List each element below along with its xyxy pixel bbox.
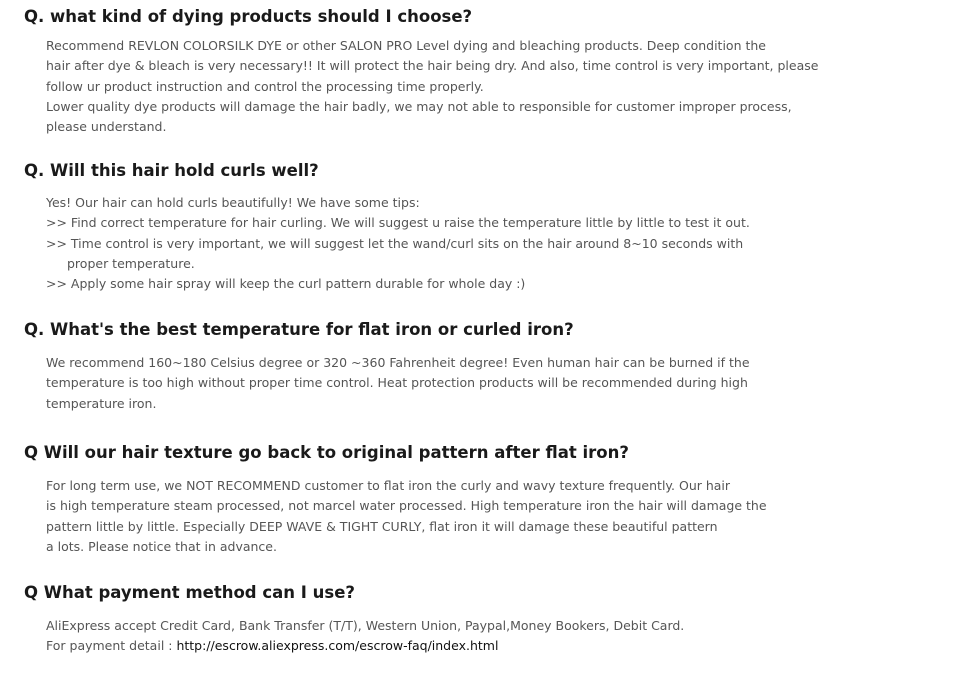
- answer-text: [24, 193, 924, 294]
- answer-line: AliExpress accept Credit Card, Bank Transfer (T/T), Western Union, Paypal,Money Bookers, Debit Card.: [46, 618, 685, 633]
- question-title: Q Will our hair texture go back to original pattern after flat iron?: [24, 443, 629, 462]
- answer-line: Yes! Our hair can hold curls beautifully! We have some tips:: [46, 195, 420, 210]
- faq-item-dye-products: [24, 6, 924, 137]
- answer-text: [24, 616, 924, 657]
- answer-line: follow ur product instruction and control the processing time properly.: [46, 78, 484, 94]
- answer-line: We recommend 160~180 Celsius degree or 320 ~360 Fahrenheit degree! Even human hair can be burned if the: [46, 355, 750, 370]
- answer-text: [24, 476, 924, 557]
- tip-line: >> Time control is very important, we will suggest let the wand/curl sits on the hair around 8~10 seconds with: [46, 235, 744, 251]
- answer-line: please understand.: [46, 119, 167, 135]
- answer-line: pattern little by little. Especially DEEP WAVE & TIGHT CURLY, flat iron it will damage these beautiful pattern: [46, 518, 718, 534]
- tip-line: >> Apply some hair spray will keep the curl pattern durable for whole day :): [46, 276, 526, 292]
- answer-line: Lower quality dye products will damage the hair badly, we may not able to responsible for customer improper process,: [46, 98, 792, 114]
- answer-line: For long term use, we NOT RECOMMEND customer to flat iron the curly and wavy texture frequently. Our hair: [46, 478, 731, 493]
- question-title: Q What payment method can I use?: [24, 583, 355, 602]
- answer-text: [24, 36, 924, 137]
- answer-line: temperature is too high without proper time control. Heat protection products will be recommended during high: [46, 375, 748, 391]
- answer-line: Recommend REVLON COLORSILK DYE or other SALON PRO Level dying and bleaching products. Deep condition the: [46, 38, 766, 53]
- question-title: Q. What's the best temperature for flat iron or curled iron?: [24, 320, 574, 339]
- faq-item-payment: [24, 582, 924, 657]
- answer-line: is high temperature steam processed, not marcel water processed. High temperature iron the hair will damage the: [46, 498, 767, 514]
- tip-line-continued: proper temperature.: [67, 255, 195, 271]
- payment-detail-label: For payment detail :: [46, 638, 177, 654]
- payment-detail-line: [46, 636, 924, 656]
- answer-text: [24, 353, 924, 414]
- question-title: Q. Will this hair hold curls well?: [24, 161, 319, 180]
- payment-detail-link[interactable]: http://escrow.aliexpress.com/escrow-faq/index.html: [176, 638, 499, 654]
- faq-item-temperature: [24, 319, 924, 414]
- question-title: Q. what kind of dying products should I choose?: [24, 7, 473, 26]
- answer-line: a lots. Please notice that in advance.: [46, 538, 277, 554]
- answer-line: temperature iron.: [46, 395, 157, 411]
- tip-line: >> Find correct temperature for hair curling. We will suggest u raise the temperature little by little to test it out.: [46, 215, 750, 231]
- answer-line: hair after dye & bleach is very necessary!! It will protect the hair being dry. And also, time control is very important, please: [46, 58, 819, 74]
- faq-item-texture: [24, 442, 924, 557]
- faq-item-hold-curls: [24, 160, 924, 294]
